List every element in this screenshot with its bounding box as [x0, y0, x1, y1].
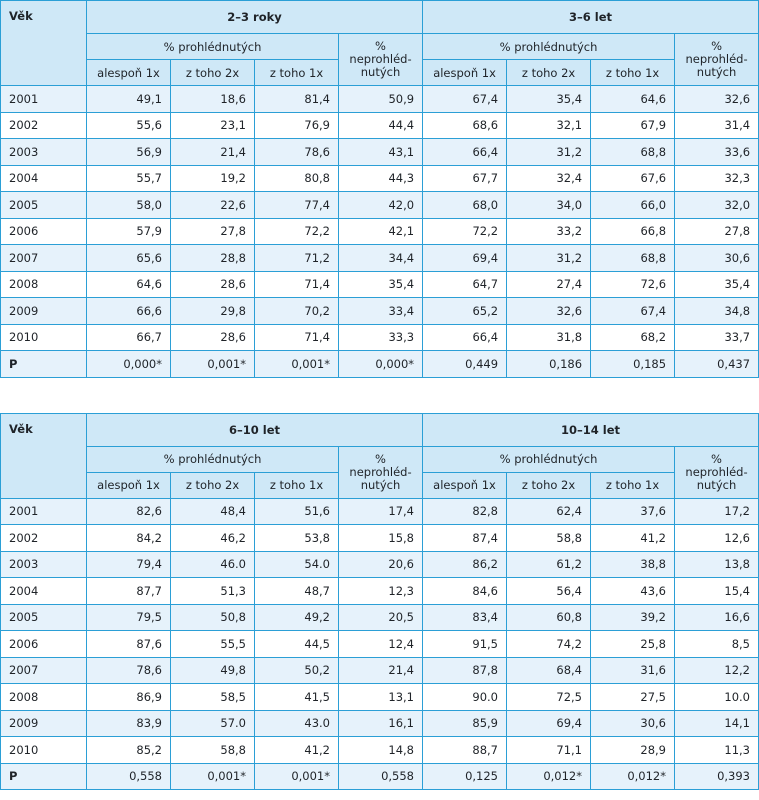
value-cell: 70,2	[255, 298, 339, 325]
value-cell: 64,6	[87, 271, 171, 298]
value-cell: 0,001*	[255, 351, 339, 378]
value-cell: 32,6	[675, 86, 759, 113]
value-cell: 68,4	[507, 657, 591, 684]
value-cell: 31,4	[675, 112, 759, 139]
value-cell: 68,8	[591, 245, 675, 272]
value-cell: 48,7	[255, 578, 339, 605]
value-cell: 14,1	[675, 710, 759, 737]
header-vek: Věk	[1, 1, 87, 86]
row-label-cell: 2008	[1, 684, 87, 711]
value-cell: 34,4	[339, 245, 423, 272]
value-cell: 14,8	[339, 737, 423, 764]
header-prohlednutych: % prohlédnutých	[87, 34, 339, 60]
header-group-6-10-let: 6–10 let	[87, 413, 423, 446]
value-cell: 78,6	[255, 139, 339, 166]
value-cell: 16,6	[675, 604, 759, 631]
value-cell: 18,6	[171, 86, 255, 113]
value-cell: 35,4	[675, 271, 759, 298]
value-cell: 83,4	[423, 604, 507, 631]
value-cell: 69,4	[507, 710, 591, 737]
table-row	[1, 551, 759, 578]
value-cell: 32,4	[507, 165, 591, 192]
value-cell: 23,1	[171, 112, 255, 139]
value-cell: 50,8	[171, 604, 255, 631]
table-row	[1, 298, 759, 325]
value-cell: 65,2	[423, 298, 507, 325]
value-cell: 39,2	[591, 604, 675, 631]
row-label-cell: 2005	[1, 192, 87, 219]
value-cell: 79,4	[87, 551, 171, 578]
value-cell: 71,1	[507, 737, 591, 764]
table-row	[1, 139, 759, 166]
value-cell: 72,5	[507, 684, 591, 711]
value-cell: 55,5	[171, 631, 255, 658]
value-cell: 91,5	[423, 631, 507, 658]
value-cell: 42,0	[339, 192, 423, 219]
value-cell: 49,1	[87, 86, 171, 113]
value-cell: 17,4	[339, 498, 423, 525]
value-cell: 32,3	[675, 165, 759, 192]
table-row	[1, 684, 759, 711]
value-cell: 55,6	[87, 112, 171, 139]
header-z-toho-1x: z toho 1x	[591, 60, 675, 86]
table1-body	[1, 86, 759, 378]
header-neprohlednutych: % neprohléd- nutých	[339, 446, 423, 498]
header-group-3-6-let: 3–6 let	[423, 1, 759, 34]
table-row	[1, 245, 759, 272]
header-prohlednutych: % prohlédnutých	[423, 34, 675, 60]
header-vek: Věk	[1, 413, 87, 498]
header-z-toho-2x: z toho 2x	[507, 60, 591, 86]
value-cell: 67,7	[423, 165, 507, 192]
value-cell: 31,2	[507, 245, 591, 272]
value-cell: 78,6	[87, 657, 171, 684]
value-cell: 16,1	[339, 710, 423, 737]
value-cell: 86,2	[423, 551, 507, 578]
header-prohlednutych: % prohlédnutých	[423, 446, 675, 472]
value-cell: 46.0	[171, 551, 255, 578]
value-cell: 31,6	[591, 657, 675, 684]
table-row	[1, 271, 759, 298]
value-cell: 58,0	[87, 192, 171, 219]
table-row	[1, 631, 759, 658]
value-cell: 85,9	[423, 710, 507, 737]
table-row	[1, 525, 759, 552]
table-row-p-value	[1, 763, 759, 790]
value-cell: 29,8	[171, 298, 255, 325]
header-z-toho-1x: z toho 1x	[255, 472, 339, 498]
value-cell: 85,2	[87, 737, 171, 764]
value-cell: 12,4	[339, 631, 423, 658]
value-cell: 67,6	[591, 165, 675, 192]
table-row	[1, 112, 759, 139]
value-cell: 56,9	[87, 139, 171, 166]
value-cell: 19,2	[171, 165, 255, 192]
value-cell: 28,6	[171, 324, 255, 351]
table-row	[1, 737, 759, 764]
value-cell: 66,4	[423, 324, 507, 351]
value-cell: 83,9	[87, 710, 171, 737]
value-cell: 34,8	[675, 298, 759, 325]
value-cell: 0,000*	[87, 351, 171, 378]
table2-body	[1, 498, 759, 790]
value-cell: 77,4	[255, 192, 339, 219]
row-label-cell: 2003	[1, 139, 87, 166]
header-group-2-3-roky: 2–3 roky	[87, 1, 423, 34]
value-cell: 38,8	[591, 551, 675, 578]
value-cell: 69,4	[423, 245, 507, 272]
table-row	[1, 86, 759, 113]
value-cell: 13,1	[339, 684, 423, 711]
value-cell: 33,7	[675, 324, 759, 351]
value-cell: 87,4	[423, 525, 507, 552]
value-cell: 0,012*	[591, 763, 675, 790]
value-cell: 64,7	[423, 271, 507, 298]
value-cell: 86,9	[87, 684, 171, 711]
value-cell: 43,6	[591, 578, 675, 605]
value-cell: 22,6	[171, 192, 255, 219]
value-cell: 66,4	[423, 139, 507, 166]
header-z-toho-1x: z toho 1x	[591, 472, 675, 498]
value-cell: 42,1	[339, 218, 423, 245]
value-cell: 13,8	[675, 551, 759, 578]
row-label-cell: 2004	[1, 578, 87, 605]
value-cell: 79,5	[87, 604, 171, 631]
row-label-cell: 2007	[1, 245, 87, 272]
header-z-toho-2x: z toho 2x	[171, 60, 255, 86]
value-cell: 33,2	[507, 218, 591, 245]
row-label-cell: 2008	[1, 271, 87, 298]
header-neprohlednutych: % neprohléd- nutých	[675, 34, 759, 86]
row-label-cell: P	[1, 351, 87, 378]
value-cell: 0,558	[339, 763, 423, 790]
value-cell: 71,4	[255, 271, 339, 298]
value-cell: 34,0	[507, 192, 591, 219]
value-cell: 12,6	[675, 525, 759, 552]
row-label-cell: 2001	[1, 498, 87, 525]
value-cell: 58,5	[171, 684, 255, 711]
value-cell: 49,2	[255, 604, 339, 631]
row-label-cell: 2003	[1, 551, 87, 578]
value-cell: 12,2	[675, 657, 759, 684]
value-cell: 44,5	[255, 631, 339, 658]
table-row	[1, 710, 759, 737]
header-alespon: alespoň 1x	[423, 472, 507, 498]
value-cell: 27,8	[171, 218, 255, 245]
value-cell: 0,185	[591, 351, 675, 378]
row-label-cell: 2001	[1, 86, 87, 113]
value-cell: 50,9	[339, 86, 423, 113]
value-cell: 20,5	[339, 604, 423, 631]
table-row	[1, 324, 759, 351]
value-cell: 0,558	[87, 763, 171, 790]
value-cell: 31,8	[507, 324, 591, 351]
value-cell: 66,6	[87, 298, 171, 325]
row-label-cell: 2009	[1, 298, 87, 325]
value-cell: 0,012*	[507, 763, 591, 790]
row-label-cell: 2010	[1, 737, 87, 764]
value-cell: 72,6	[591, 271, 675, 298]
value-cell: 68,6	[423, 112, 507, 139]
row-label-cell: 2009	[1, 710, 87, 737]
value-cell: 27,5	[591, 684, 675, 711]
value-cell: 64,6	[591, 86, 675, 113]
value-cell: 20,6	[339, 551, 423, 578]
value-cell: 66,8	[591, 218, 675, 245]
value-cell: 0,001*	[171, 763, 255, 790]
row-label-cell: 2006	[1, 631, 87, 658]
value-cell: 57.0	[171, 710, 255, 737]
value-cell: 72,2	[255, 218, 339, 245]
value-cell: 37,6	[591, 498, 675, 525]
value-cell: 28,8	[171, 245, 255, 272]
table-row	[1, 165, 759, 192]
value-cell: 41,2	[591, 525, 675, 552]
value-cell: 82,6	[87, 498, 171, 525]
value-cell: 27,8	[675, 218, 759, 245]
value-cell: 30,6	[675, 245, 759, 272]
row-label-cell: 2005	[1, 604, 87, 631]
header-alespon: alespoň 1x	[87, 60, 171, 86]
value-cell: 74,2	[507, 631, 591, 658]
value-cell: 60,8	[507, 604, 591, 631]
value-cell: 25,8	[591, 631, 675, 658]
value-cell: 67,4	[591, 298, 675, 325]
value-cell: 46,2	[171, 525, 255, 552]
header-alespon: alespoň 1x	[423, 60, 507, 86]
value-cell: 27,4	[507, 271, 591, 298]
row-label-cell: 2006	[1, 218, 87, 245]
table-row-p-value	[1, 351, 759, 378]
table-row	[1, 192, 759, 219]
value-cell: 61,2	[507, 551, 591, 578]
value-cell: 17,2	[675, 498, 759, 525]
value-cell: 71,2	[255, 245, 339, 272]
value-cell: 8,5	[675, 631, 759, 658]
header-neprohlednutych: % neprohléd- nutých	[339, 34, 423, 86]
value-cell: 31,2	[507, 139, 591, 166]
row-label-cell: 2004	[1, 165, 87, 192]
table-age-2-6	[0, 0, 759, 378]
value-cell: 90.0	[423, 684, 507, 711]
header-group-10-14-let: 10–14 let	[423, 413, 759, 446]
header-alespon: alespoň 1x	[87, 472, 171, 498]
value-cell: 51,6	[255, 498, 339, 525]
value-cell: 58,8	[507, 525, 591, 552]
value-cell: 48,4	[171, 498, 255, 525]
value-cell: 53,8	[255, 525, 339, 552]
value-cell: 67,9	[591, 112, 675, 139]
header-prohlednutych: % prohlédnutých	[87, 446, 339, 472]
header-z-toho-2x: z toho 2x	[171, 472, 255, 498]
table-gap	[0, 378, 759, 413]
value-cell: 68,0	[423, 192, 507, 219]
value-cell: 49,8	[171, 657, 255, 684]
row-label-cell: 2007	[1, 657, 87, 684]
value-cell: 62,4	[507, 498, 591, 525]
value-cell: 43,1	[339, 139, 423, 166]
value-cell: 0,437	[675, 351, 759, 378]
value-cell: 76,9	[255, 112, 339, 139]
value-cell: 68,2	[591, 324, 675, 351]
header-z-toho-2x: z toho 2x	[507, 472, 591, 498]
value-cell: 0,393	[675, 763, 759, 790]
value-cell: 51,3	[171, 578, 255, 605]
value-cell: 21,4	[339, 657, 423, 684]
value-cell: 0,001*	[255, 763, 339, 790]
value-cell: 28,6	[171, 271, 255, 298]
value-cell: 30,6	[591, 710, 675, 737]
value-cell: 72,2	[423, 218, 507, 245]
header-z-toho-1x: z toho 1x	[255, 60, 339, 86]
value-cell: 88,7	[423, 737, 507, 764]
value-cell: 44,4	[339, 112, 423, 139]
value-cell: 87,8	[423, 657, 507, 684]
value-cell: 41,2	[255, 737, 339, 764]
table-row	[1, 578, 759, 605]
value-cell: 71,4	[255, 324, 339, 351]
value-cell: 84,2	[87, 525, 171, 552]
value-cell: 58,8	[171, 737, 255, 764]
value-cell: 41,5	[255, 684, 339, 711]
value-cell: 57,9	[87, 218, 171, 245]
value-cell: 50,2	[255, 657, 339, 684]
value-cell: 10.0	[675, 684, 759, 711]
value-cell: 0,449	[423, 351, 507, 378]
value-cell: 67,4	[423, 86, 507, 113]
value-cell: 15,8	[339, 525, 423, 552]
row-label-cell: 2002	[1, 525, 87, 552]
value-cell: 35,4	[507, 86, 591, 113]
value-cell: 0,186	[507, 351, 591, 378]
value-cell: 33,6	[675, 139, 759, 166]
value-cell: 68,8	[591, 139, 675, 166]
value-cell: 56,4	[507, 578, 591, 605]
value-cell: 11,3	[675, 737, 759, 764]
value-cell: 81,4	[255, 86, 339, 113]
value-cell: 54.0	[255, 551, 339, 578]
value-cell: 66,0	[591, 192, 675, 219]
value-cell: 12,3	[339, 578, 423, 605]
value-cell: 87,7	[87, 578, 171, 605]
table-row	[1, 218, 759, 245]
value-cell: 33,3	[339, 324, 423, 351]
value-cell: 32,1	[507, 112, 591, 139]
value-cell: 21,4	[171, 139, 255, 166]
value-cell: 35,4	[339, 271, 423, 298]
table-row	[1, 657, 759, 684]
value-cell: 65,6	[87, 245, 171, 272]
value-cell: 80,8	[255, 165, 339, 192]
row-label-cell: P	[1, 763, 87, 790]
value-cell: 32,0	[675, 192, 759, 219]
value-cell: 44,3	[339, 165, 423, 192]
table-row	[1, 498, 759, 525]
table-row	[1, 604, 759, 631]
table-age-6-14	[0, 413, 759, 791]
value-cell: 0,001*	[171, 351, 255, 378]
value-cell: 84,6	[423, 578, 507, 605]
value-cell: 0,000*	[339, 351, 423, 378]
value-cell: 66,7	[87, 324, 171, 351]
row-label-cell: 2002	[1, 112, 87, 139]
value-cell: 87,6	[87, 631, 171, 658]
value-cell: 28,9	[591, 737, 675, 764]
row-label-cell: 2010	[1, 324, 87, 351]
value-cell: 33,4	[339, 298, 423, 325]
value-cell: 43.0	[255, 710, 339, 737]
value-cell: 0,125	[423, 763, 507, 790]
header-neprohlednutych: % neprohléd- nutých	[675, 446, 759, 498]
value-cell: 32,6	[507, 298, 591, 325]
value-cell: 82,8	[423, 498, 507, 525]
value-cell: 55,7	[87, 165, 171, 192]
value-cell: 15,4	[675, 578, 759, 605]
